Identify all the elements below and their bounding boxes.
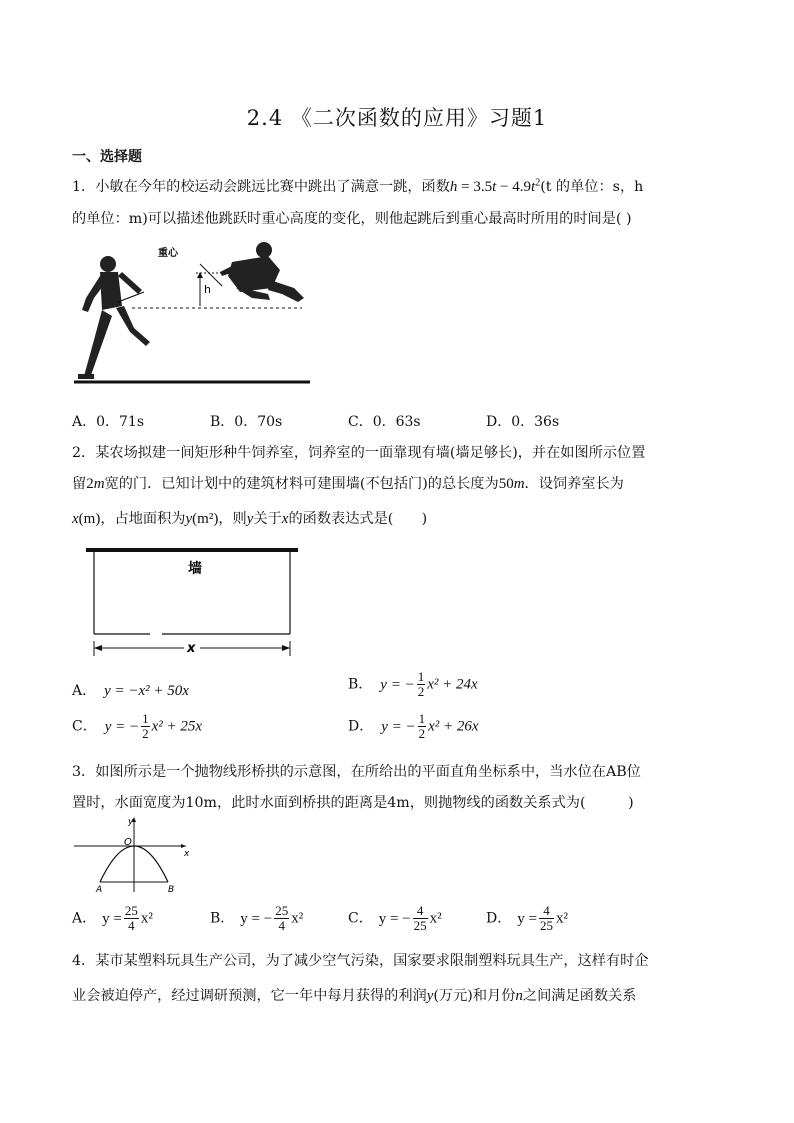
q4-text-c: 之间满足函数关系 [522, 988, 637, 1004]
q1-formula-h: h [449, 179, 458, 195]
q2-unit-m2: m [513, 476, 525, 492]
q1-text-post: (t 的单位：s，h [540, 179, 644, 195]
q3-option-a[interactable] [72, 904, 153, 933]
point-b-label: B [168, 885, 175, 895]
origin-label: O [124, 837, 132, 848]
section-heading: 一、选择题 [72, 149, 142, 165]
frac-den: 25 [539, 918, 553, 933]
frac-den: 2 [417, 684, 425, 699]
frac-num: 4 [539, 904, 554, 919]
q2-text-then: ，则 [218, 511, 247, 527]
q4-var-y: y [426, 988, 434, 1004]
q1-option-a[interactable]: A．0．71s [72, 414, 145, 430]
page-title: 2.4 《二次函数的应用》习题1 [246, 106, 548, 130]
x-axis-arrow [181, 844, 186, 848]
q2-option-d-frac [418, 712, 427, 741]
q2-line2 [72, 473, 624, 493]
q4-line2 [72, 985, 636, 1005]
q3-option-d-post: x² [555, 910, 568, 927]
q2-text-ask: 的函数表达式是( ) [288, 511, 428, 527]
q3-option-a-pre: y = [102, 910, 122, 927]
q3-option-b-label: B． [210, 910, 235, 927]
q3-option-c-pre: y = − [378, 910, 411, 927]
jumper-figure [220, 242, 304, 302]
point-a-label: A [96, 885, 103, 895]
q2-option-b-frac [417, 670, 426, 699]
q1-option-c[interactable]: C．0．63s [348, 414, 421, 430]
center-of-mass-label: 重心 [158, 248, 178, 259]
q2-unit-m: m [93, 476, 105, 492]
frac-num: 25 [275, 903, 289, 918]
frac-den: 25 [413, 918, 427, 933]
q1-formula-t2: t [531, 179, 536, 195]
q3-option-c[interactable] [348, 904, 442, 933]
q4-line1: 4．某市某塑料玩具生产公司，为了减少空气污染，国家要求限制塑料玩具生产，这样有时企 [72, 953, 649, 969]
q2-var-x: x [72, 511, 79, 527]
q2-var-y-unit: (m²) [192, 511, 219, 527]
q3-figure-parabola [70, 812, 194, 896]
q2-option-c-label: C． [72, 718, 97, 735]
q3-option-d-pre: y = [517, 910, 537, 927]
q3-option-a-post: x² [140, 910, 153, 927]
q2-option-c-post: x² + 25x [151, 718, 203, 735]
q3-option-a-label: A． [72, 910, 97, 927]
frac-num: 25 [124, 903, 138, 918]
q3-line1: 3．如图所示是一个抛物线形桥拱的示意图，在所给出的平面直角坐标系中，当水位在AB位 [72, 764, 641, 780]
q2-text-a: 留 [72, 476, 87, 492]
q3-option-b-post: x² [291, 910, 304, 927]
q3-option-b-pre: y = − [240, 910, 273, 927]
q1-formula-t1: t [492, 179, 497, 195]
q2-line1: 2．某农场拟建一间矩形种牛饲养室，饲养室的一面靠现有墙(墙足够长)，并在如图所示位置 [72, 445, 646, 461]
q1-line1 [72, 176, 643, 196]
q3-option-c-frac [413, 904, 428, 933]
q2-door-width: 2 [86, 476, 94, 492]
q3-option-a-frac [124, 904, 139, 933]
q2-option-d-label: D． [348, 718, 374, 735]
q1-line2: 的单位：m)可以描述他跳跃时重心高度的变化，则他起跳后到重心最高时所用的时间是( ) [72, 211, 632, 227]
q1-text: 1．小敏在今年的校运动会跳远比赛中跳出了满意一跳，函数 [72, 179, 450, 195]
q1-figure-long-jump [72, 236, 312, 388]
q2-option-d-pre: y = − [381, 718, 416, 735]
q2-line3 [72, 508, 427, 528]
runner-figure [78, 256, 150, 379]
h-label: h [204, 283, 211, 296]
dimension-arrow-left [94, 645, 102, 651]
wall-label: 墙 [188, 561, 202, 577]
frac-num: 1 [417, 669, 425, 684]
q2-option-b[interactable] [348, 670, 478, 699]
q2-option-b-post: x² + 24x [427, 676, 478, 693]
q4-text-b: (万元)和月份 [433, 988, 516, 1004]
q1-formula-eq: = 3.5 [457, 179, 493, 195]
q2-option-a-expr: y = −x² + 50x [104, 683, 189, 699]
q2-option-a[interactable] [72, 680, 189, 700]
q2-option-c[interactable] [72, 712, 202, 741]
frac-num: 1 [142, 711, 149, 726]
q2-option-c-frac [141, 712, 150, 741]
q2-var-y: y [185, 511, 193, 527]
q3-option-c-label: C． [348, 910, 373, 927]
frac-num: 1 [418, 711, 426, 726]
q3-option-d-frac [539, 904, 554, 933]
x-axis-label: x [184, 849, 190, 859]
frac-den: 4 [128, 918, 135, 933]
q3-option-d-label: D． [486, 910, 512, 927]
frac-den: 4 [278, 918, 285, 933]
y-axis-label: y [128, 817, 134, 827]
q2-var-x2: x [281, 511, 289, 527]
dimension-arrow-right [282, 645, 290, 651]
q2-text-about: 关于 [253, 511, 282, 527]
q1-formula-mid: − 4.9 [496, 179, 532, 195]
q3-line2: 置时，水面宽度为10m，此时水面到桥拱的距离是4m，则抛物线的函数关系式为( ) [72, 795, 634, 811]
frac-num: 4 [413, 904, 428, 919]
q2-figure-enclosure [84, 544, 306, 662]
q2-option-c-pre: y = − [104, 718, 140, 735]
q2-total-length: 50 [498, 476, 514, 492]
frac-den: 2 [142, 726, 149, 741]
q2-option-b-label: B． [348, 676, 373, 693]
q3-option-d[interactable] [486, 904, 568, 933]
q1-option-d[interactable]: D．0．36s [486, 414, 560, 430]
q2-option-d[interactable] [348, 712, 479, 741]
q2-option-b-pre: y = − [380, 676, 415, 693]
q2-text-b: 宽的门．已知计划中的建筑材料可建围墙(不包括门)的总长度为 [104, 476, 499, 492]
center-marker-left [118, 292, 144, 302]
q3-option-c-post: x² [429, 910, 442, 927]
q4-var-n: n [515, 988, 523, 1004]
q1-option-b[interactable]: B．0．70s [210, 414, 283, 430]
q2-option-a-label: A． [72, 683, 97, 699]
q4-text-a: 业会被迫停产，经过调研预测，它一年中每月获得的利润 [72, 988, 427, 1004]
q2-var-x-unit: (m) [78, 511, 101, 527]
q2-option-d-post: x² + 26x [428, 718, 479, 735]
q2-text-area: ，占地面积为 [100, 511, 186, 527]
q3-option-b[interactable] [210, 904, 303, 933]
q1-formula-sup: 2 [535, 177, 541, 189]
q3-option-b-frac [274, 904, 289, 933]
q2-var-y2: y [246, 511, 254, 527]
dimension-x-label: x [187, 641, 196, 656]
q2-text-c: ．设饲养室长为 [524, 476, 624, 492]
frac-den: 2 [418, 726, 426, 741]
